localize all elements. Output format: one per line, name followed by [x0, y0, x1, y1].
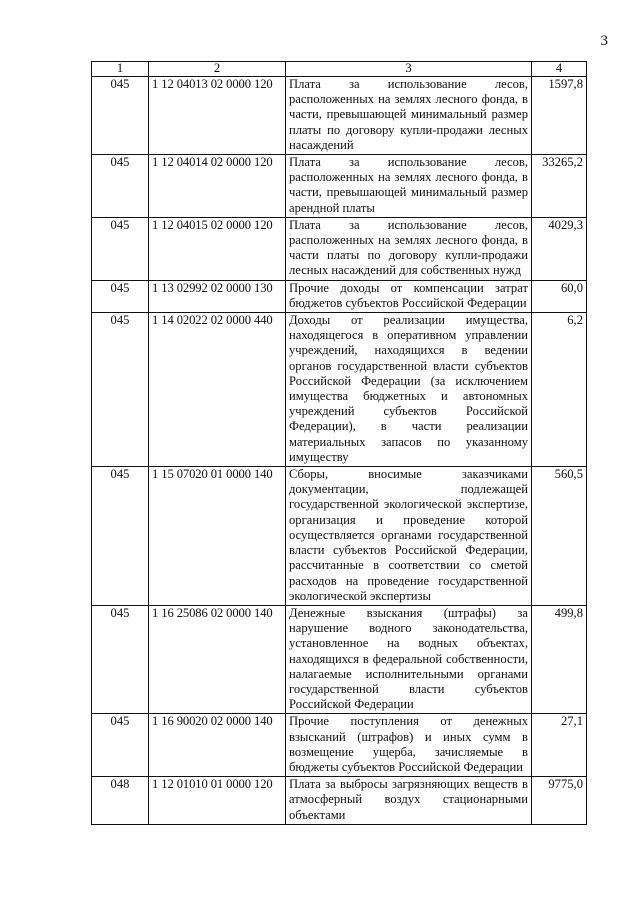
admin-code-cell: 045 — [92, 714, 149, 777]
description-cell: Плата за использование лесов, расположенных на землях лесного фонда, в части, превышающей минимальный размер арендной платы — [286, 155, 532, 218]
page-number: 3 — [600, 33, 608, 49]
table-row — [92, 77, 587, 155]
amount-cell: 27,1 — [532, 714, 587, 777]
amount-cell: 60,0 — [532, 280, 587, 312]
admin-code-cell: 045 — [92, 467, 149, 606]
description-cell: Доходы от реализации имущества, находящегося в оперативном управлении учреждений, находящихся в ведении органов государственной власти субъектов Российской Федерации (за исключением имущества бюджетных и автономных учреждений субъектов Российской Федерации), в части реализации материальных запасов по указанному имуществу — [286, 313, 532, 467]
budget-code-cell: 1 12 04015 02 0000 120 — [149, 217, 286, 280]
column-header-1: 1 — [92, 62, 149, 77]
budget-code-cell: 1 16 90020 02 0000 140 — [149, 714, 286, 777]
admin-code-cell: 045 — [92, 155, 149, 218]
budget-code-cell: 1 12 01010 01 0000 120 — [149, 777, 286, 825]
column-header-3: 3 — [286, 62, 532, 77]
table-row — [92, 155, 587, 218]
table-header-row — [92, 62, 587, 77]
amount-cell: 499,8 — [532, 605, 587, 713]
amount-cell: 1597,8 — [532, 77, 587, 155]
budget-code-cell: 1 15 07020 01 0000 140 — [149, 467, 286, 606]
table-row — [92, 777, 587, 825]
description-cell: Плата за использование лесов, расположенных на землях лесного фонда, в части платы по договору купли-продажи лесных насаждений для собственных нужд — [286, 217, 532, 280]
admin-code-cell: 045 — [92, 313, 149, 467]
admin-code-cell: 045 — [92, 217, 149, 280]
table-row — [92, 313, 587, 467]
amount-cell: 6,2 — [532, 313, 587, 467]
admin-code-cell: 048 — [92, 777, 149, 825]
description-cell: Плата за использование лесов, расположенных на землях лесного фонда, в части, превышающей минимальный размер платы по договору купли-продажи лесных насаждений — [286, 77, 532, 155]
budget-code-cell: 1 12 04014 02 0000 120 — [149, 155, 286, 218]
admin-code-cell: 045 — [92, 280, 149, 312]
column-header-4: 4 — [532, 62, 587, 77]
amount-cell: 33265,2 — [532, 155, 587, 218]
table-row — [92, 714, 587, 777]
description-cell: Прочие поступления от денежных взысканий (штрафов) и иных сумм в возмещение ущерба, зачисляемые в бюджеты субъектов Российской Федерации — [286, 714, 532, 777]
table-body — [92, 77, 587, 825]
budget-code-cell: 1 14 02022 02 0000 440 — [149, 313, 286, 467]
revenue-table — [91, 61, 587, 825]
description-cell: Прочие доходы от компенсации затрат бюджетов субъектов Российской Федерации — [286, 280, 532, 312]
table-row — [92, 467, 587, 606]
budget-code-cell: 1 16 25086 02 0000 140 — [149, 605, 286, 713]
column-header-2: 2 — [149, 62, 286, 77]
table-row — [92, 217, 587, 280]
amount-cell: 9775,0 — [532, 777, 587, 825]
description-cell: Денежные взыскания (штрафы) за нарушение водного законодательства, установленное на водных объектах, находящихся в федеральной собственности, налагаемые исполнительными органами государственной власти субъектов Российской Федерации — [286, 605, 532, 713]
table-row — [92, 280, 587, 312]
description-cell: Сборы, вносимые заказчиками документации, подлежащей государственной экологической экспертизе, организация и проведение которой осуществляется органами государственной власти субъектов Российской Федерации, рассчитанные в соответствии со сметой расходов на проведение государственной экологической экспертизы — [286, 467, 532, 606]
description-cell: Плата за выбросы загрязняющих веществ в атмосферный воздух стационарными объектами — [286, 777, 532, 825]
budget-code-cell: 1 13 02992 02 0000 130 — [149, 280, 286, 312]
amount-cell: 4029,3 — [532, 217, 587, 280]
table-row — [92, 605, 587, 713]
admin-code-cell: 045 — [92, 605, 149, 713]
admin-code-cell: 045 — [92, 77, 149, 155]
amount-cell: 560,5 — [532, 467, 587, 606]
budget-code-cell: 1 12 04013 02 0000 120 — [149, 77, 286, 155]
